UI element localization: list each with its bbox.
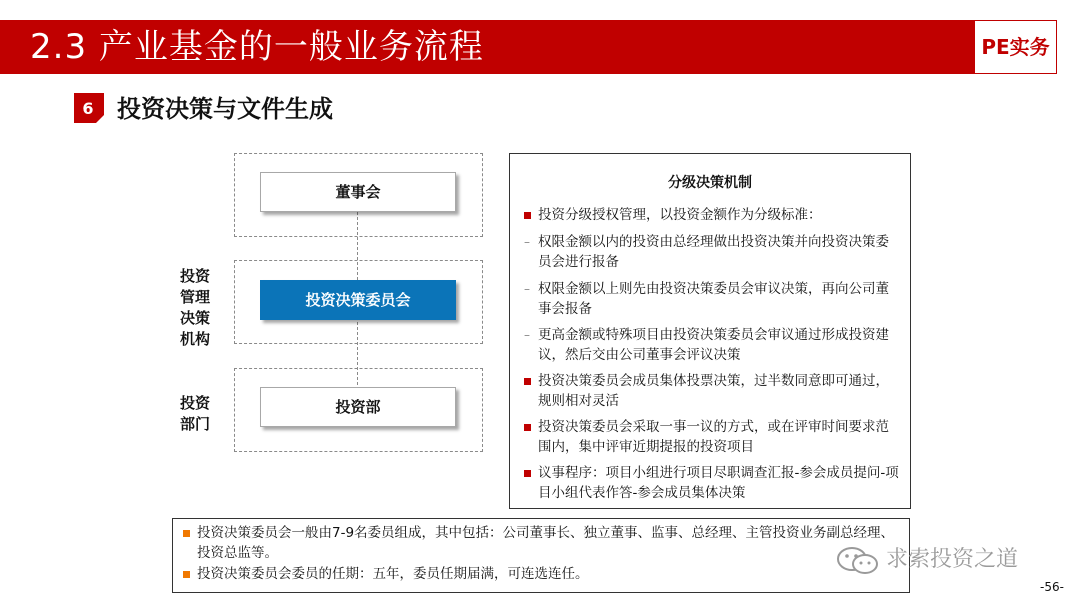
orange-square-bullet-icon <box>183 564 190 584</box>
department-side-label <box>180 393 220 435</box>
panel-item <box>524 371 900 411</box>
square-bullet-icon <box>524 463 531 483</box>
panel-item <box>524 325 900 365</box>
dash-bullet-icon: – <box>524 282 530 296</box>
side-label-line: 部门 <box>180 415 211 433</box>
note-item <box>183 564 899 584</box>
panel-title: 分级决策机制 <box>668 175 752 191</box>
side-label-line: 决策 <box>180 309 211 327</box>
side-label-line: 管理 <box>180 288 211 306</box>
brand-box <box>975 20 1057 74</box>
panel-item-text: 投资分级授权管理，以投资金额作为分级标准： <box>538 207 822 223</box>
committee-node-label: 投资决策委员会 <box>305 291 411 309</box>
note-item-text: 投资决策委员会一般由7-9名委员组成，其中包括：公司董事长、独立董事、监事、总经理、主管投资业务副总经理、投资总监等。 <box>197 525 895 561</box>
side-label-line: 机构 <box>180 330 211 348</box>
square-bullet-icon <box>524 205 531 225</box>
side-label-line: 投资 <box>180 394 211 412</box>
page-title: 2.3 产业基金的一般业务流程 <box>30 27 484 67</box>
board-node <box>260 172 456 212</box>
panel-item-text: 议事程序：项目小组进行项目尽职调查汇报-参会成员提问-项目小组代表作答-参会成员集体决策 <box>538 465 899 501</box>
section-number: 6 <box>82 99 94 118</box>
dash-bullet-icon: – <box>524 235 530 249</box>
committee-node <box>260 280 456 320</box>
orange-square-bullet-icon <box>183 523 190 543</box>
section-title: 投资决策与文件生成 <box>117 95 333 123</box>
panel-item-text: 更高金额或特殊项目由投资决策委员会审议通过形成投资建议，然后交由公司董事会评议决策 <box>538 327 889 363</box>
board-node-label: 董事会 <box>335 183 381 201</box>
committee-notes-box <box>172 518 910 593</box>
title-bar <box>0 20 975 74</box>
panel-item <box>524 417 900 457</box>
panel-item <box>524 463 900 503</box>
wechat-icon <box>836 546 880 576</box>
brand-label: PE实务 <box>981 35 1050 59</box>
department-node-label: 投资部 <box>335 398 381 416</box>
panel-item-text: 权限金额以内的投资由总经理做出投资决策并向投资决策委员会进行报备 <box>538 234 889 270</box>
decision-mechanism-panel <box>509 153 911 509</box>
panel-item-text: 投资决策委员会成员集体投票决策，过半数同意即可通过，规则相对灵活 <box>538 373 889 409</box>
note-item <box>183 523 899 563</box>
department-node <box>260 387 456 427</box>
page-number: -56- <box>1040 580 1064 594</box>
side-label-line: 投资 <box>180 267 211 285</box>
panel-item <box>524 205 900 225</box>
watermark-text: 求索投资之道 <box>886 547 1019 572</box>
square-bullet-icon <box>524 371 531 391</box>
management-side-label <box>180 266 220 350</box>
panel-item-text: 权限金额以上则先由投资决策委员会审议决策，再向公司董事会报备 <box>538 281 889 317</box>
square-bullet-icon <box>524 417 531 437</box>
note-item-text: 投资决策委员会委员的任期：五年，委员任期届满，可连选连任。 <box>197 566 589 582</box>
section-number-badge <box>74 93 104 123</box>
panel-item <box>524 232 900 272</box>
panel-item <box>524 279 900 319</box>
dash-bullet-icon: – <box>524 328 530 342</box>
panel-item-text: 投资决策委员会采取一事一议的方式，或在评审时间要求范围内，集中评审近期提报的投资项目 <box>538 419 889 455</box>
